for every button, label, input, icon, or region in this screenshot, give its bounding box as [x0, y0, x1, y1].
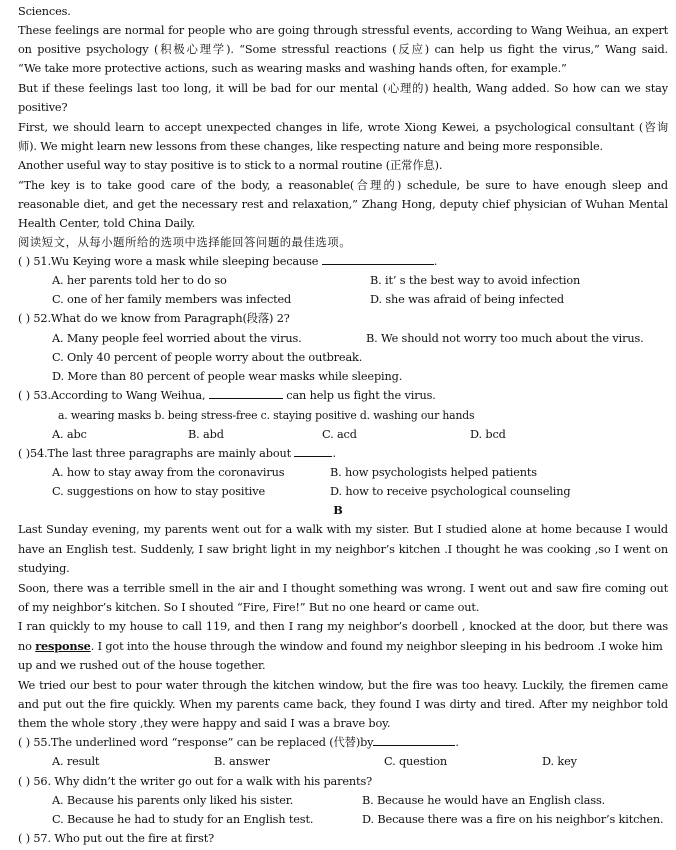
passage-line: I ran quickly to my house to call 119, and then I rang my neighbor’s doorbell , knocked at the door, but there was: [18, 620, 668, 633]
option-52-c[interactable]: C. Only 40 percent of people worry about the outbreak.: [52, 351, 363, 364]
question-54: ( )54.The last three paragraphs are mainly about .: [18, 444, 668, 464]
passage-line: up and we rushed out of the house together.: [18, 659, 266, 672]
option-56-d[interactable]: D. Because there was a fire on his neighbor’s kitchen.: [362, 813, 664, 826]
option-52-d[interactable]: D. More than 80 percent of people wear masks while sleeping.: [52, 370, 403, 383]
question-57-stem: ( ) 57. Who put out the fire at first?: [18, 832, 214, 845]
option-56-a[interactable]: A. Because his parents only liked his sister.: [52, 794, 294, 807]
passage-line: have an English test. Suddenly, I saw bright light in my neighbor’s kitchen .I thought he was cooking ,so I went on: [18, 543, 668, 556]
option-54-b[interactable]: B. how psychologists helped patients: [330, 466, 537, 479]
passage-line: positive?: [18, 101, 68, 114]
passage-line: These feelings are normal for people who are going through stressful events, according to Wang Weihua, an expert: [18, 24, 668, 37]
passage-text: . I got into the house through the window and found my neighbor sleeping in his bedroom .I woke him: [90, 640, 663, 653]
question-51: ( ) 51.Wu Keying wore a mask while sleeping because .: [18, 252, 668, 272]
option-54-a[interactable]: A. how to stay away from the coronavirus: [52, 466, 285, 479]
option-56-c[interactable]: C. Because he had to study for an English test.: [52, 813, 314, 826]
underlined-word: response: [35, 639, 91, 653]
passage-line: Sciences.: [18, 5, 71, 18]
passage-line: Last Sunday evening, my parents went out for a walk with my sister. But I studied alone at home because I would: [18, 523, 668, 536]
option-54-c[interactable]: C. suggestions on how to stay positive: [52, 485, 266, 498]
option-55-b[interactable]: B. answer: [214, 755, 270, 768]
option-52-b[interactable]: B. We should not worry too much about the virus.: [366, 332, 644, 345]
option-53-d[interactable]: D. bcd: [470, 428, 506, 441]
option-51-a[interactable]: A. her parents told her to do so: [52, 274, 227, 287]
option-55-a[interactable]: A. result: [52, 755, 100, 768]
question-56-stem: ( ) 56. Why didn’t the writer go out for a walk with his parents?: [18, 775, 373, 788]
passage-line: Health Center, told China Daily.: [18, 217, 196, 230]
passage-line: “We take more protective actions, such as wearing masks and washing hands often, for example.”: [18, 62, 567, 75]
passage-line: reasonable diet, and get the necessary rest and relaxation,” Zhang Hong, deputy chief physician of Wuhan Mental: [18, 198, 668, 211]
option-51-b[interactable]: B. it’ s the best way to avoid infection: [370, 274, 581, 287]
question-53-stem-end: can help us fight the virus.: [286, 389, 436, 402]
passage-line: We tried our best to pour water through the kitchen window, but the fire was too heavy. Luckily, the firemen came: [18, 679, 668, 692]
question-53-items: a. wearing masks b. being stress-free c. staying positive d. washing our hands: [58, 409, 475, 422]
answer-blank[interactable]: [322, 252, 434, 265]
section-heading: B: [333, 503, 343, 517]
answer-blank[interactable]: [209, 386, 283, 399]
passage-line: 师). We might learn new lessons from these changes, like respecting nature and being more responsible.: [18, 140, 603, 153]
option-51-c[interactable]: C. one of her family members was infected: [52, 293, 292, 306]
question-54-stem: ( )54.The last three paragraphs are mainly about: [18, 447, 291, 460]
question-53-stem-start: ( ) 53.According to Wang Weihua,: [18, 389, 206, 402]
passage-line: studying.: [18, 562, 70, 575]
question-51-stem: ( ) 51.Wu Keying wore a mask while sleeping because: [18, 255, 319, 268]
question-55-stem: ( ) 55.The underlined word “response” can be replaced (代替)by: [18, 736, 374, 749]
answer-blank[interactable]: [373, 733, 455, 746]
passage-line: on positive psychology (积极心理学). “Some stressful reactions (反应) can help us fight the virus,” Wang said.: [18, 43, 668, 56]
option-53-b[interactable]: B. abd: [188, 428, 224, 441]
instruction-text: 阅读短文，从每小题所给的选项中选择能回答问题的最佳选项。: [18, 236, 352, 249]
passage-line: Another useful way to stay positive is to stick to a normal routine (正常作息).: [18, 159, 443, 172]
option-54-d[interactable]: D. how to receive psychological counseling: [330, 485, 571, 498]
passage-line: First, we should learn to accept unexpected changes in life, wrote Xiong Kewei, a psychological consultant (咨询: [18, 121, 668, 134]
passage-line: and put out the fire quickly. When my parents came back, they found I was dirty and tired. After my neighbor told: [18, 698, 668, 711]
option-55-c[interactable]: C. question: [384, 755, 447, 768]
question-53: [18, 386, 668, 406]
passage-line: them the whole story ,they were happy and said I was a brave boy.: [18, 717, 391, 730]
passage-line: Soon, there was a terrible smell in the air and I thought something was wrong. I went out and saw fire coming out: [18, 582, 668, 595]
option-55-d[interactable]: D. key: [542, 755, 577, 768]
question-55: ( ) 55.The underlined word “response” can be replaced (代替)by .: [18, 733, 668, 753]
passage-line: [18, 637, 668, 657]
answer-blank[interactable]: [294, 444, 332, 457]
option-56-b[interactable]: B. Because he would have an English class.: [362, 794, 606, 807]
passage-line: But if these feelings last too long, it will be bad for our mental (心理的) health, Wang added. So how can we stay: [18, 82, 668, 95]
option-53-a[interactable]: A. abc: [52, 428, 87, 441]
passage-line: of my neighbor’s kitchen. So I shouted “Fire, Fire!” But no one heard or came out.: [18, 601, 480, 614]
option-51-d[interactable]: D. she was afraid of being infected: [370, 293, 564, 306]
option-52-a[interactable]: A. Many people feel worried about the virus.: [52, 332, 302, 345]
passage-line: “The key is to take good care of the body, a reasonable(合理的) schedule, be sure to have enough sleep and: [18, 179, 668, 192]
passage-text: no: [18, 640, 36, 653]
question-52-stem: ( ) 52.What do we know from Paragraph(段落) 2?: [18, 312, 290, 325]
option-53-c[interactable]: C. acd: [322, 428, 357, 441]
